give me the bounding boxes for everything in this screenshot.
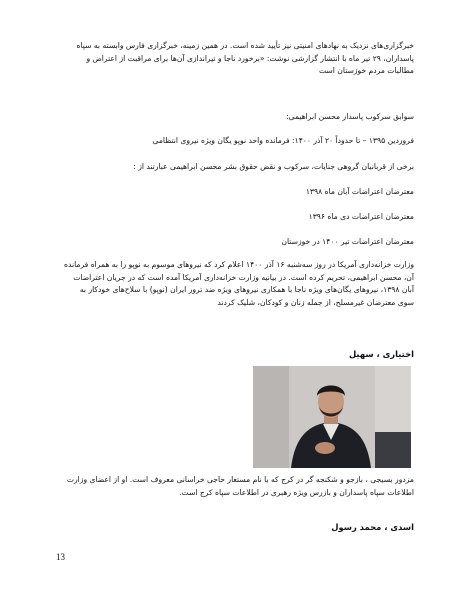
page-number: 13 xyxy=(56,552,65,562)
paragraph-command-period: فروردین ۱۳۹۵ – تا حدوداً ۲۰ آذر ۱۴۰۰: فرمانده واحد نوپو یگان ویژه نیروی انتظامی xyxy=(152,136,414,145)
portrait-image xyxy=(253,366,411,468)
paragraph-treasury-sanctions: وزارت خزانه‌داری آمریکا در روز سه‌شنبه ۱۶ آذر ۱۴۰۰ اعلام کرد که نیروهای موسوم به نوپو را به همراه فرمانده آن، محسن ابراهیمی، تحریم کرده است. در بیانیه وزارت خزانه‌داری آمریکا آمده است که در جریان اعتراضات آبان ۱۳۹۸، نیروهای یگان‌های ویژه ناجا با همکاری نیروهای ویژه ضد ترور ایران (نوپو) با سلاح‌های خودکار به سوی معترضان غیرمسلح، از جمله زنان و کودکان، شلیک کردند xyxy=(64,260,414,307)
list-item-tir-1400: معترضان اعتراضات تیر ۱۴۰۰ در خوزستان xyxy=(281,237,414,246)
portrait-photo xyxy=(253,366,411,468)
paragraph-victims-intro: برخی از قربانیان گروهی جنایات، سرکوب و نقض حقوق بشر محسن ابراهیمی عبارتند از : xyxy=(133,162,414,171)
paragraph-record-title: سوابق سرکوب پاسدار محسن ابراهیمی: xyxy=(286,112,414,121)
list-item-aban-1398: معترضان اعتراضات آبان ماه ۱۳۹۸ xyxy=(305,187,414,196)
paragraph-news-agency: خبرگزاری‌های نزدیک به نهادهای امنیتی نیز تأیید شده است. در همین زمینه، خبرگزاری فارس وابسته به سپاه پاسداران، ۲۹ تیر ماه با انتشار گزارشی نوشت: «برخورد ناجا و تیراندازی آن‌ها برای مراقبت از اعتراض و مطالبات مردم خوزستان است xyxy=(76,41,414,75)
section-heading-asadi: اسدی ، محمد رسول xyxy=(331,522,414,532)
section-heading-ekhtiari: اختیاری ، سهیل xyxy=(348,349,414,359)
paragraph-ekhtiari-description: مزدور بسیجی ، بازجو و شکنجه گر در کرج که با نام مستعار حاجی خراسانی معروف است. او از اعضای وزارت اطلاعات سپاه پاسداران و بازرس ویژه رهبری در اطلاعات سپاه کرج است. xyxy=(66,475,414,497)
list-item-dey-1396: معترضان اعتراضات دی ماه ۱۳۹۶ xyxy=(308,212,414,221)
